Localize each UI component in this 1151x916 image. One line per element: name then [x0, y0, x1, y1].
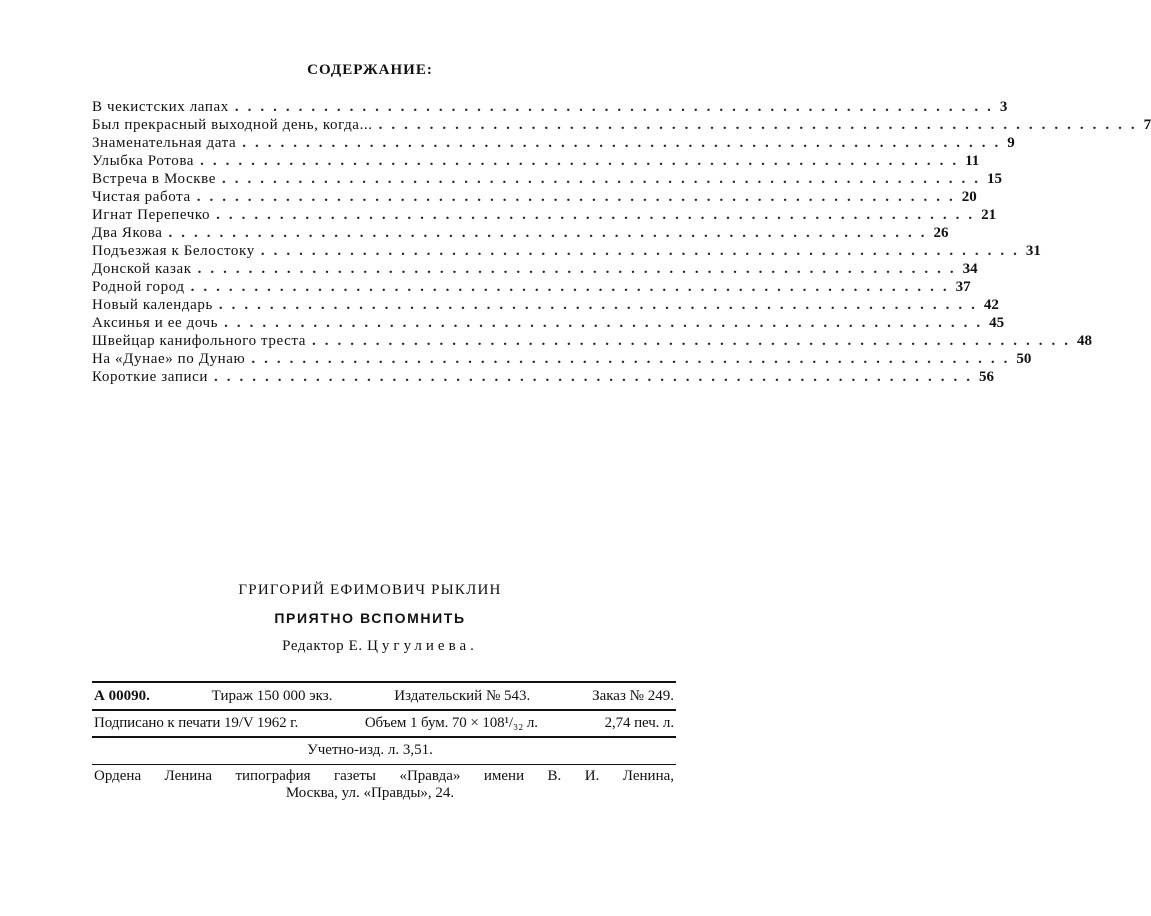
printer-word: В. [547, 768, 562, 784]
toc-entry [92, 332, 1092, 350]
printer-word: имени [483, 768, 525, 784]
divider-rule [92, 736, 676, 738]
toc-entry-page: 26 [933, 225, 949, 241]
toc-entry-title: В чекистских лапах [92, 99, 229, 115]
imprint-address: Москва, ул. «Правды», 24. [285, 785, 455, 801]
toc-entry-title: Чистая работа [92, 189, 191, 205]
imprint-publisher-sheets: Учетно-изд. л. 3,51. [307, 742, 433, 758]
toc-entry [92, 224, 949, 242]
toc-entry [92, 98, 1008, 116]
imprint-line-print-run [94, 688, 674, 705]
imprint-line-signed [94, 715, 674, 732]
imprint-signed-date: Подписано к печати 19/V 1962 г. [94, 715, 299, 731]
toc-entry [92, 278, 971, 296]
toc-entry-title: Аксинья и ее дочь [92, 315, 219, 331]
toc-entry-title: На «Дунае» по Дунаю [92, 351, 246, 367]
toc-entry-page: 37 [955, 279, 971, 295]
book-title: ПРИЯТНО ВСПОМНИТЬ [274, 610, 466, 626]
divider-rule [92, 681, 676, 683]
dot-leader: ............................................................ [234, 99, 1000, 115]
toc-entry [92, 188, 977, 206]
toc-entry-title: Короткие записи [92, 369, 208, 385]
dot-leader: ............................................................ [218, 297, 984, 313]
toc-entry-page: 3 [999, 99, 1008, 115]
toc-entry-page: 45 [989, 315, 1005, 331]
toc-entry-title: Подъезжая к Белостоку [92, 243, 255, 259]
toc-entry-page: 42 [983, 297, 999, 313]
toc-entry [92, 116, 1151, 134]
toc-entry [92, 152, 980, 170]
toc-entry [92, 134, 1015, 152]
divider-rule [92, 764, 676, 765]
dot-leader: ............................................................ [260, 243, 1026, 259]
toc-entry-title: Донской казак [92, 261, 192, 277]
toc-entry-title: Родной город [92, 279, 185, 295]
divider-rule [92, 709, 676, 711]
dot-leader: ............................................................ [224, 315, 990, 331]
toc-entry-title: Швейцар канифольного треста [92, 333, 306, 349]
printer-word: И. [584, 768, 600, 784]
printer-word: «Правда» [399, 768, 461, 784]
toc-entry-page: 15 [987, 171, 1003, 187]
dot-leader: ............................................................ [197, 261, 963, 277]
toc-entry-page: 34 [962, 261, 978, 277]
toc-entry-page: 31 [1025, 243, 1041, 259]
dot-leader: ............................................................ [251, 351, 1017, 367]
toc-entry-title: Улыбка Ротова [92, 153, 195, 169]
imprint-print-run: Тираж 150 000 экз. [211, 688, 333, 704]
editor-label: Редактор Е. [282, 638, 363, 654]
toc-entry-page: 56 [978, 369, 994, 385]
dot-leader: ............................................................ [242, 135, 1008, 151]
toc-entry-page: 11 [965, 153, 980, 169]
toc-entry [92, 314, 1005, 332]
toc-entry-title: Был прекрасный выходной день, когда... [92, 117, 373, 133]
printer-word: типография [235, 768, 311, 784]
toc-entry [92, 170, 1003, 188]
dot-leader: ............................................................ [196, 189, 962, 205]
dot-leader: ............................................................ [311, 333, 1077, 349]
toc-entry [92, 206, 997, 224]
printer-word: газеты [333, 768, 376, 784]
dot-leader: ............................................................ [216, 207, 982, 223]
dot-leader: ............................................................ [213, 369, 979, 385]
toc-entry-title: Знаменательная дата [92, 135, 237, 151]
toc-entry [92, 368, 994, 386]
toc-entry [92, 242, 1041, 260]
contents-title: СОДЕРЖАНИЕ: [307, 62, 433, 78]
dot-leader: ............................................................ [378, 117, 1144, 133]
toc-entry-title: Игнат Перепечко [92, 207, 211, 223]
imprint-volume: Объем 1 бум. 70 × 108¹/₃₂ л. [364, 715, 538, 731]
imprint-sheets: 2,74 печ. л. [604, 715, 674, 731]
dot-leader: ............................................................ [190, 279, 956, 295]
imprint-code: А 00090. [94, 688, 150, 704]
toc-entry-page: 20 [961, 189, 977, 205]
printer-word: Ленина [164, 768, 213, 784]
imprint-order-number: Заказ № 249. [592, 688, 674, 704]
imprint-publisher-number: Издательский № 543. [394, 688, 531, 704]
toc-entry [92, 350, 1032, 368]
imprint-printer [94, 768, 674, 785]
toc-entry-title: Новый календарь [92, 297, 213, 313]
toc-entry-page: 9 [1007, 135, 1015, 151]
table-of-contents [92, 98, 1151, 386]
toc-entry-page: 21 [981, 207, 997, 223]
toc-entry-page: 48 [1076, 333, 1092, 349]
editor-name: Цугулиева. [367, 638, 478, 654]
toc-entry-page: 7 [1143, 117, 1151, 133]
author-name: ГРИГОРИЙ ЕФИМОВИЧ РЫКЛИН [238, 582, 502, 598]
printer-word: Ленина, [622, 768, 674, 784]
dot-leader: ............................................................ [168, 225, 934, 241]
toc-entry-page: 50 [1016, 351, 1032, 367]
dot-leader: ............................................................ [200, 153, 966, 169]
printer-word: Ордена [94, 768, 142, 784]
dot-leader: ............................................................ [222, 171, 988, 187]
toc-entry-title: Два Якова [92, 225, 163, 241]
toc-entry [92, 260, 978, 278]
toc-entry-title: Встреча в Москве [92, 171, 217, 187]
editor-credit [0, 638, 760, 655]
toc-entry [92, 296, 999, 314]
